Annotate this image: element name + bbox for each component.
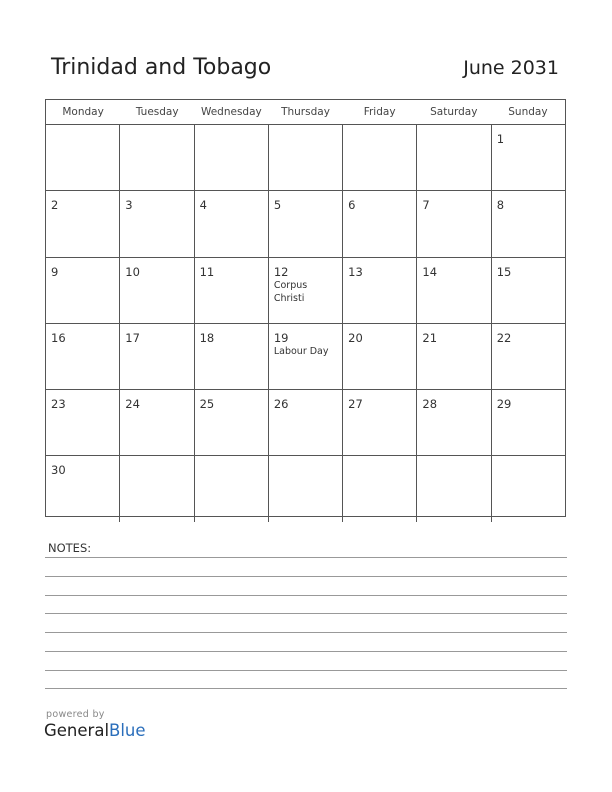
day-cell [492,390,565,455]
day-cell [343,456,417,521]
note-line [45,651,567,652]
day-number: 9 [51,264,59,279]
day-number: 25 [199,397,215,412]
day-cell [120,324,194,389]
note-line [45,595,567,596]
day-cell [269,390,343,455]
weekday-label: Tuesday [135,106,179,118]
day-cell [46,324,120,389]
note-line [45,613,567,614]
day-cell [343,390,417,455]
day-number: 17 [125,330,140,345]
page-title: Trinidad and Tobago [51,55,272,80]
day-cell [417,456,491,521]
day-cell [195,258,269,323]
day-cell [417,258,491,323]
day-cell [343,324,417,389]
note-line [45,688,567,689]
day-cell [343,258,417,323]
week-row [46,125,565,191]
calendar-grid [45,99,566,517]
day-number: 24 [125,397,140,412]
day-number: 20 [348,330,363,345]
day-number: 22 [496,330,512,345]
day-cell [269,191,343,256]
day-number: 2 [51,198,59,213]
day-number: 4 [199,198,207,213]
day-cell [46,258,120,323]
day-cell [492,191,565,256]
day-cell [120,456,194,521]
day-number: 11 [199,264,215,279]
weekday-label: Thursday [281,106,330,118]
day-number: 14 [422,264,438,279]
day-number: 7 [422,198,430,213]
day-cell [343,125,417,190]
day-cell [120,390,194,455]
day-number: 27 [348,397,363,412]
week-row [46,456,565,521]
note-line [45,557,567,558]
day-cell [120,258,194,323]
day-cell [269,258,343,323]
day-cell [417,191,491,256]
day-number: 10 [125,264,140,279]
day-cell [195,456,269,521]
week-row [46,258,565,324]
brand-general: General [44,721,110,740]
day-number: 15 [496,264,512,279]
day-cell [120,191,194,256]
weekday-header [46,100,565,125]
day-cell [269,456,343,521]
day-cell [269,125,343,190]
day-number: 18 [199,330,215,345]
weekday-label: Sunday [508,106,548,118]
day-number: 8 [496,198,505,213]
day-number: 21 [422,330,438,345]
day-number: 12 [273,264,289,279]
day-cell [46,125,120,190]
day-cell [417,324,491,389]
day-cell [46,191,120,256]
day-number: 5 [273,198,282,213]
day-number: 6 [348,198,356,213]
day-cell [492,456,565,521]
day-number: 23 [51,397,66,412]
day-cell [492,324,565,389]
day-number: 28 [422,397,438,412]
day-number: 19 [273,330,289,345]
day-number: 1 [496,132,505,146]
day-cell [195,125,269,190]
day-cell [195,191,269,256]
day-number: 16 [51,330,66,345]
generalblue-logo [44,721,146,740]
day-cell [120,125,194,190]
weekday-label: Wednesday [200,106,262,118]
day-number: 3 [125,198,133,213]
powered-by-text: powered by [46,709,105,720]
holiday-label: Corpus Christi [273,279,308,304]
day-cell [46,390,120,455]
weekday-label: Monday [62,106,104,118]
note-line [45,670,567,671]
week-row [46,324,565,390]
day-cell [343,191,417,256]
day-cell [195,390,269,455]
notes-label: NOTES: [48,541,92,555]
day-cell [417,125,491,190]
day-cell [46,456,120,521]
day-cell [492,125,565,190]
day-number: 30 [51,463,66,478]
week-row [46,191,565,257]
day-cell [195,324,269,389]
weekday-label: Saturday [430,106,478,118]
day-number: 13 [348,264,363,279]
day-number: 26 [273,397,289,412]
week-row [46,390,565,456]
day-number: 29 [496,397,512,412]
day-cell [492,258,565,323]
note-line [45,632,567,633]
day-cell [417,390,491,455]
brand-blue: Blue [109,721,146,740]
day-cell [269,324,343,389]
holiday-label: Labour Day [273,345,329,357]
weekday-label: Friday [363,106,396,118]
note-line [45,576,567,577]
month-year: June 2031 [463,57,559,79]
